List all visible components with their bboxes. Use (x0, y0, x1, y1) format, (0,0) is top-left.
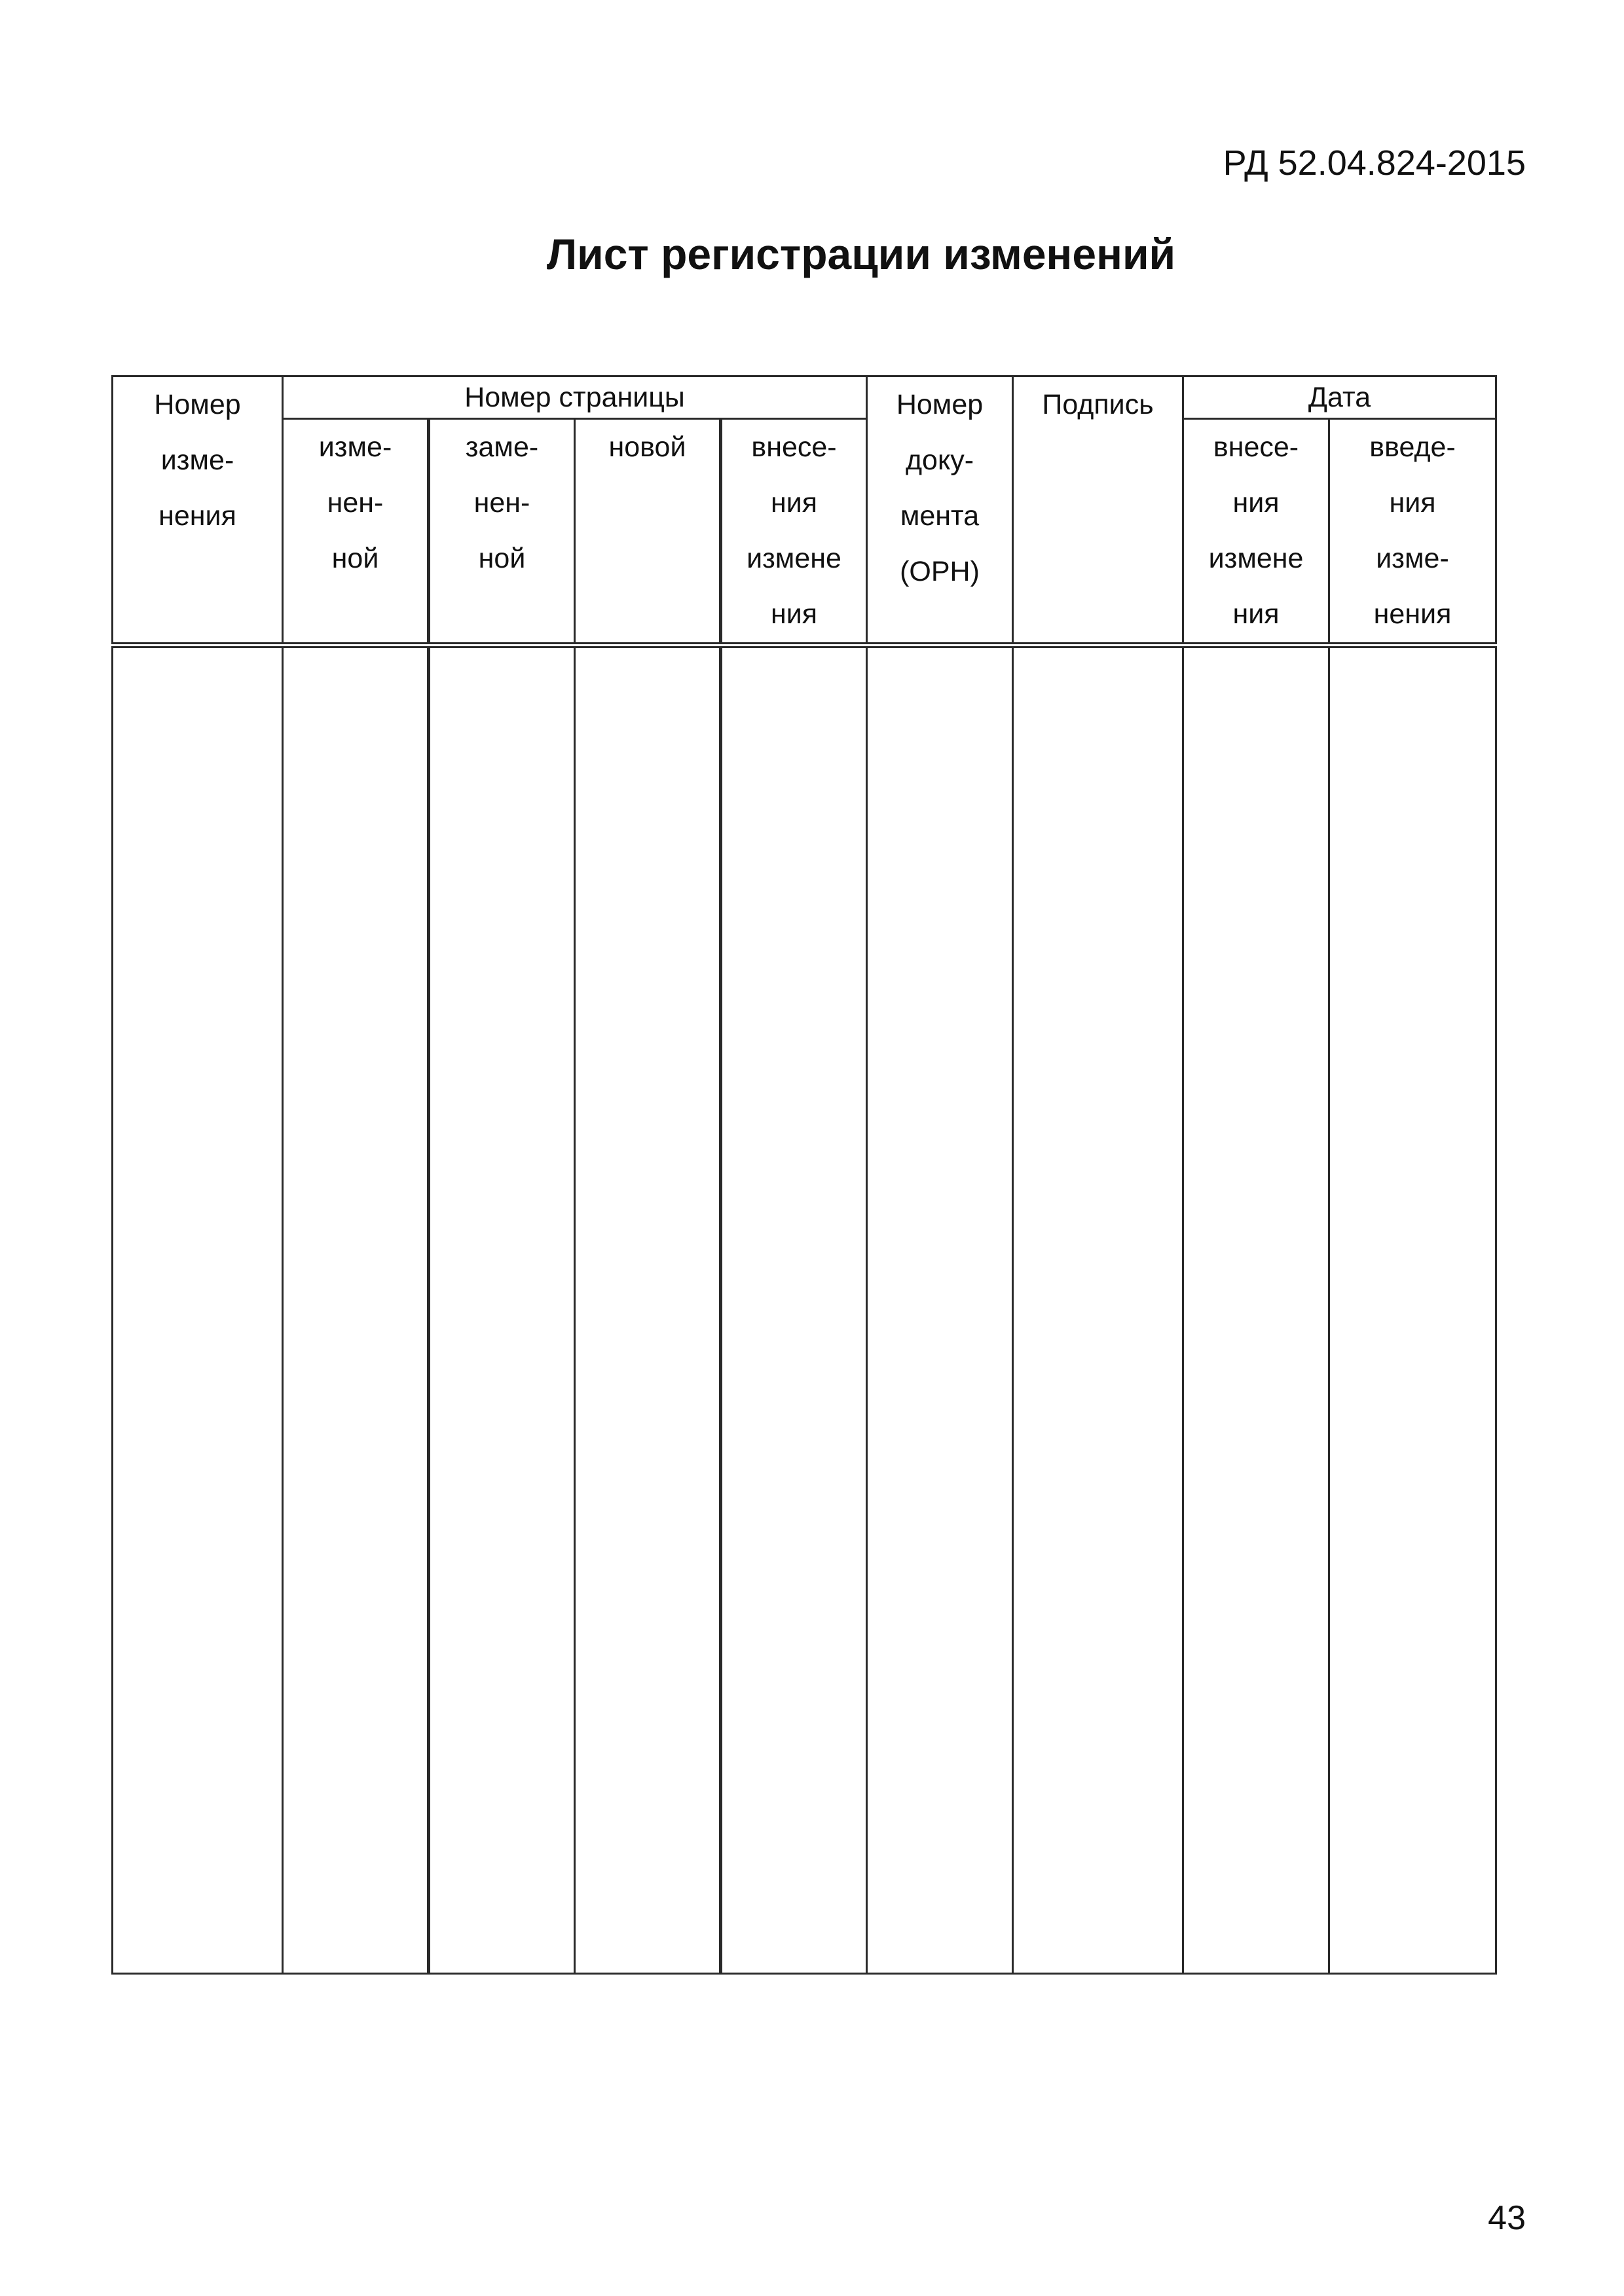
col-header-changed-page: изме- нен- ной (283, 419, 429, 646)
table-cell-date-introduction (1329, 646, 1496, 1974)
col-header-page-entry: внесе- ния измене ния (721, 419, 867, 646)
change-registration-table (111, 375, 1497, 1975)
table-header-row-sub (113, 419, 1496, 646)
table-row (113, 646, 1496, 1974)
col-header-replaced-page: заме- нен- ной (429, 419, 575, 646)
table-cell-document-number (867, 646, 1013, 1974)
page-number: 43 (1488, 2199, 1526, 2237)
col-group-page-number: Номер страницы (283, 376, 867, 419)
col-header-signature: Подпись (1013, 376, 1183, 646)
table-cell-new-page (575, 646, 721, 1974)
col-header-new-page: новой (575, 419, 721, 646)
table-cell-changed-page (283, 646, 429, 1974)
table-cell-date-entry (1183, 646, 1329, 1974)
table-cell-signature (1013, 646, 1183, 1974)
table-cell-replaced-page (429, 646, 575, 1974)
table-cell-page-entry (721, 646, 867, 1974)
page-title: Лист регистрации изменений (546, 230, 1176, 278)
col-header-date-introduction: введе- ния изме- нения (1329, 419, 1496, 646)
col-header-document-number: Номер доку- мента (ОРН) (867, 376, 1013, 646)
table-header-row-top (113, 376, 1496, 419)
col-header-date-entry: внесе- ния измене ния (1183, 419, 1329, 646)
table-cell-change-number (113, 646, 283, 1974)
col-header-change-number: Номер изме- нения (113, 376, 283, 646)
document-code: РД 52.04.824-2015 (1223, 143, 1526, 183)
col-group-date: Дата (1183, 376, 1496, 419)
